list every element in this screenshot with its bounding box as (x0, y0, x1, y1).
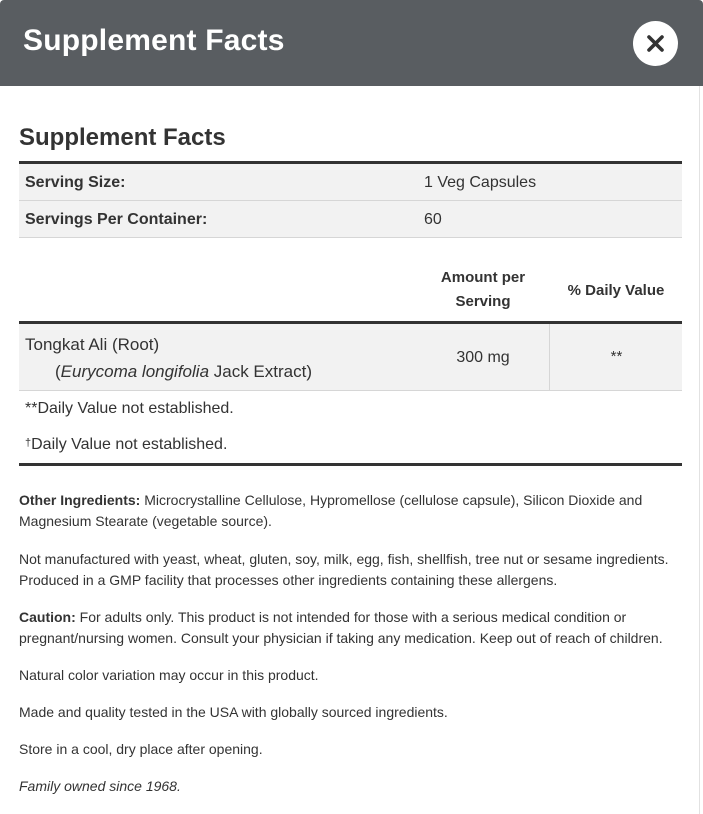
allergen-statement: Not manufactured with yeast, wheat, gluten, soy, milk, egg, fish, shellfish, tree nut or sesame ingredients. Produced in a GMP facility that processes other ingredients containing these allergens. (19, 551, 669, 588)
ingredient-latin-name: Eurycoma longifolia (60, 362, 210, 381)
servings-per-container-label: Servings Per Container: (25, 211, 208, 228)
close-icon (646, 34, 665, 53)
servings-per-container-value: 60 (424, 211, 442, 228)
amount-header-line1: Amount per (440, 269, 526, 286)
serving-size-value: 1 Veg Capsules (424, 174, 537, 191)
color-variation-note: Natural color variation may occur in this product. (19, 667, 319, 683)
serving-size-label: Serving Size: (25, 174, 126, 191)
facts-title: Supplement Facts (19, 124, 226, 151)
ingredient-open-paren: ( (55, 362, 61, 381)
ingredient-extract: Jack Extract) (209, 362, 312, 381)
facts-bottom-rule (19, 463, 682, 466)
other-ingredients (19, 490, 682, 532)
caution-label: Caution: (19, 609, 76, 625)
caution-statement (19, 607, 682, 649)
ingredient-source (55, 362, 312, 382)
family-owned-note: Family owned since 1968. (19, 778, 181, 794)
footnote-double-asterisk: **Daily Value not established. (25, 400, 234, 417)
other-ingredients-label: Other Ingredients: (19, 492, 141, 508)
caution-text: For adults only. This product is not intended for those with a serious medical condition or pregnant/nursing women. Consult your physician if taking any medication. Keep out of reach of children. (19, 609, 663, 646)
amount-header-line2: Serving (455, 293, 511, 310)
serving-size-row (19, 164, 682, 201)
servings-per-container-row (19, 201, 682, 238)
made-in-usa-note: Made and quality tested in the USA with globally sourced ingredients. (19, 704, 448, 720)
daily-value-header: % Daily Value (567, 282, 665, 299)
ingredient-name: Tongkat Ali (Root) (25, 335, 160, 354)
dagger-symbol: † (25, 437, 32, 449)
scroll-track[interactable] (699, 86, 700, 814)
other-ingredients-text: Microcrystalline Cellulose, Hypromellose (cellulose capsule), Silicon Dioxide and Magnesium Stearate (vegetable source). (19, 492, 643, 529)
amount-per-serving-header (424, 266, 542, 314)
modal-title: Supplement Facts (23, 24, 285, 57)
serving-table (19, 161, 682, 238)
ingredient-amount: 300 mg (456, 349, 510, 366)
close-button[interactable] (633, 21, 678, 66)
ingredient-daily-value-cell (549, 324, 682, 391)
footnote-dagger (25, 436, 227, 454)
ingredient-daily-value: ** (610, 348, 623, 365)
modal-header (0, 0, 703, 86)
ingredient-row (19, 321, 682, 391)
footnote-dagger-text: Daily Value not established. (31, 436, 228, 453)
storage-note: Store in a cool, dry place after opening. (19, 741, 263, 757)
